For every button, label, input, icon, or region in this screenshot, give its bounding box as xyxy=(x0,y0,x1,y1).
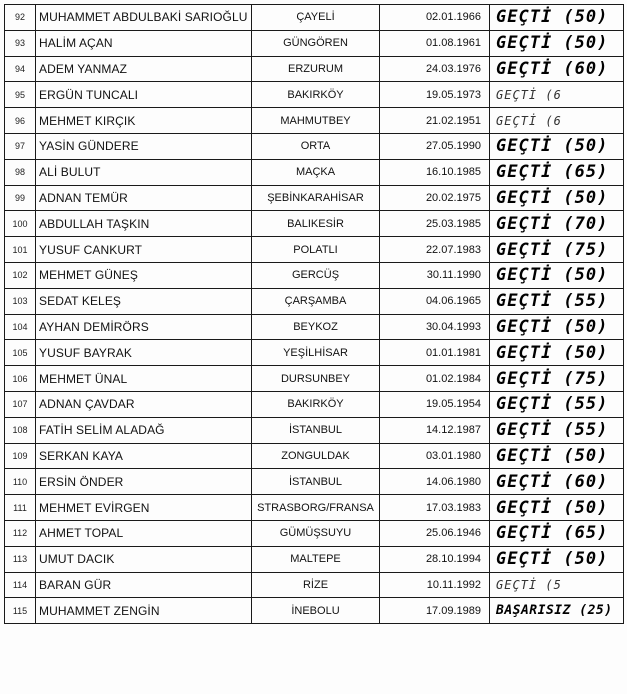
row-number-cell: 92 xyxy=(5,5,36,31)
row-number-cell: 115 xyxy=(5,598,36,624)
row-number-cell: 105 xyxy=(5,340,36,366)
result-cell: GEÇTİ (55) xyxy=(490,288,624,314)
date-cell: 02.01.1966 xyxy=(380,5,490,31)
place-cell: ZONGULDAK xyxy=(252,443,380,469)
place-cell: ORTA xyxy=(252,133,380,159)
result-cell: GEÇTİ (50) xyxy=(490,495,624,521)
table-row xyxy=(5,30,624,56)
row-number-cell: 107 xyxy=(5,391,36,417)
place-cell: BALIKESİR xyxy=(252,211,380,237)
name-cell: AYHAN DEMİRÖRS xyxy=(36,314,252,340)
result-cell: GEÇTİ (50) xyxy=(490,133,624,159)
table-row xyxy=(5,546,624,572)
place-cell: GÜNGÖREN xyxy=(252,30,380,56)
row-number-cell: 109 xyxy=(5,443,36,469)
name-cell: MUHAMMET ZENGİN xyxy=(36,598,252,624)
row-number-cell: 110 xyxy=(5,469,36,495)
row-number-cell: 101 xyxy=(5,237,36,263)
name-cell: MEHMET GÜNEŞ xyxy=(36,262,252,288)
name-cell: YUSUF BAYRAK xyxy=(36,340,252,366)
result-cell: GEÇTİ (50) xyxy=(490,340,624,366)
place-cell: GÜMÜŞSUYU xyxy=(252,520,380,546)
table-row xyxy=(5,211,624,237)
result-cell: GEÇTİ (70) xyxy=(490,211,624,237)
table-row xyxy=(5,185,624,211)
date-cell: 14.12.1987 xyxy=(380,417,490,443)
name-cell: MEHMET EVİRGEN xyxy=(36,495,252,521)
result-cell: GEÇTİ (5 xyxy=(490,572,624,598)
row-number-cell: 94 xyxy=(5,56,36,82)
table-row xyxy=(5,5,624,31)
name-cell: HALİM AÇAN xyxy=(36,30,252,56)
table-row xyxy=(5,495,624,521)
date-cell: 19.05.1954 xyxy=(380,391,490,417)
table-row xyxy=(5,314,624,340)
date-cell: 27.05.1990 xyxy=(380,133,490,159)
result-cell: GEÇTİ (50) xyxy=(490,443,624,469)
date-cell: 28.10.1994 xyxy=(380,546,490,572)
date-cell: 04.06.1965 xyxy=(380,288,490,314)
date-cell: 16.10.1985 xyxy=(380,159,490,185)
row-number-cell: 102 xyxy=(5,262,36,288)
result-cell: GEÇTİ (55) xyxy=(490,391,624,417)
table-row xyxy=(5,572,624,598)
date-cell: 30.11.1990 xyxy=(380,262,490,288)
place-cell: BEYKOZ xyxy=(252,314,380,340)
result-cell: GEÇTİ (50) xyxy=(490,262,624,288)
date-cell: 19.05.1973 xyxy=(380,82,490,108)
row-number-cell: 108 xyxy=(5,417,36,443)
date-cell: 30.04.1993 xyxy=(380,314,490,340)
place-cell: ŞEBİNKARAHİSAR xyxy=(252,185,380,211)
table-row xyxy=(5,417,624,443)
result-cell: GEÇTİ (55) xyxy=(490,417,624,443)
place-cell: YEŞİLHİSAR xyxy=(252,340,380,366)
place-cell: ERZURUM xyxy=(252,56,380,82)
name-cell: YASİN GÜNDERE xyxy=(36,133,252,159)
row-number-cell: 106 xyxy=(5,366,36,392)
date-cell: 01.01.1981 xyxy=(380,340,490,366)
name-cell: ADNAN TEMÜR xyxy=(36,185,252,211)
result-cell: GEÇTİ (50) xyxy=(490,314,624,340)
name-cell: YUSUF CANKURT xyxy=(36,237,252,263)
place-cell: BAKIRKÖY xyxy=(252,391,380,417)
name-cell: ABDULLAH TAŞKIN xyxy=(36,211,252,237)
results-table-body xyxy=(5,5,624,624)
table-row xyxy=(5,108,624,134)
row-number-cell: 93 xyxy=(5,30,36,56)
row-number-cell: 104 xyxy=(5,314,36,340)
place-cell: İSTANBUL xyxy=(252,469,380,495)
result-cell: GEÇTİ (6 xyxy=(490,82,624,108)
name-cell: FATİH SELİM ALADAĞ xyxy=(36,417,252,443)
result-cell: GEÇTİ (50) xyxy=(490,5,624,31)
name-cell: MEHMET KIRÇIK xyxy=(36,108,252,134)
place-cell: GERCÜŞ xyxy=(252,262,380,288)
place-cell: İNEBOLU xyxy=(252,598,380,624)
table-row xyxy=(5,340,624,366)
date-cell: 24.03.1976 xyxy=(380,56,490,82)
table-row xyxy=(5,82,624,108)
result-cell: BAŞARISIZ (25) xyxy=(490,598,624,624)
result-cell: GEÇTİ (65) xyxy=(490,159,624,185)
name-cell: ADNAN ÇAVDAR xyxy=(36,391,252,417)
date-cell: 03.01.1980 xyxy=(380,443,490,469)
table-row xyxy=(5,366,624,392)
name-cell: ERGÜN TUNCALI xyxy=(36,82,252,108)
table-row xyxy=(5,443,624,469)
date-cell: 17.09.1989 xyxy=(380,598,490,624)
table-row xyxy=(5,133,624,159)
date-cell: 22.07.1983 xyxy=(380,237,490,263)
row-number-cell: 100 xyxy=(5,211,36,237)
date-cell: 01.02.1984 xyxy=(380,366,490,392)
table-row xyxy=(5,391,624,417)
name-cell: ALİ BULUT xyxy=(36,159,252,185)
result-cell: GEÇTİ (50) xyxy=(490,30,624,56)
name-cell: SEDAT KELEŞ xyxy=(36,288,252,314)
table-row xyxy=(5,159,624,185)
result-cell: GEÇTİ (50) xyxy=(490,185,624,211)
place-cell: İSTANBUL xyxy=(252,417,380,443)
row-number-cell: 112 xyxy=(5,520,36,546)
row-number-cell: 111 xyxy=(5,495,36,521)
name-cell: UMUT DACIK xyxy=(36,546,252,572)
result-cell: GEÇTİ (6 xyxy=(490,108,624,134)
result-cell: GEÇTİ (75) xyxy=(490,237,624,263)
place-cell: ÇAYELİ xyxy=(252,5,380,31)
row-number-cell: 95 xyxy=(5,82,36,108)
results-table xyxy=(4,4,624,624)
place-cell: ÇARŞAMBA xyxy=(252,288,380,314)
date-cell: 17.03.1983 xyxy=(380,495,490,521)
result-cell: GEÇTİ (75) xyxy=(490,366,624,392)
result-cell: GEÇTİ (60) xyxy=(490,56,624,82)
place-cell: RİZE xyxy=(252,572,380,598)
date-cell: 10.11.1992 xyxy=(380,572,490,598)
name-cell: SERKAN KAYA xyxy=(36,443,252,469)
row-number-cell: 113 xyxy=(5,546,36,572)
date-cell: 25.03.1985 xyxy=(380,211,490,237)
table-row xyxy=(5,262,624,288)
date-cell: 20.02.1975 xyxy=(380,185,490,211)
date-cell: 21.02.1951 xyxy=(380,108,490,134)
place-cell: MALTEPE xyxy=(252,546,380,572)
row-number-cell: 96 xyxy=(5,108,36,134)
date-cell: 01.08.1961 xyxy=(380,30,490,56)
name-cell: BARAN GÜR xyxy=(36,572,252,598)
date-cell: 25.06.1946 xyxy=(380,520,490,546)
table-row xyxy=(5,56,624,82)
place-cell: STRASBORG/FRANSA xyxy=(252,495,380,521)
row-number-cell: 114 xyxy=(5,572,36,598)
table-row xyxy=(5,237,624,263)
result-cell: GEÇTİ (65) xyxy=(490,520,624,546)
place-cell: MAHMUTBEY xyxy=(252,108,380,134)
name-cell: ERSİN ÖNDER xyxy=(36,469,252,495)
result-cell: GEÇTİ (60) xyxy=(490,469,624,495)
row-number-cell: 97 xyxy=(5,133,36,159)
row-number-cell: 98 xyxy=(5,159,36,185)
result-cell: GEÇTİ (50) xyxy=(490,546,624,572)
name-cell: ADEM YANMAZ xyxy=(36,56,252,82)
place-cell: POLATLI xyxy=(252,237,380,263)
place-cell: BAKIRKÖY xyxy=(252,82,380,108)
table-row xyxy=(5,520,624,546)
name-cell: AHMET TOPAL xyxy=(36,520,252,546)
table-row xyxy=(5,598,624,624)
place-cell: DURSUNBEY xyxy=(252,366,380,392)
place-cell: MAÇKA xyxy=(252,159,380,185)
row-number-cell: 99 xyxy=(5,185,36,211)
date-cell: 14.06.1980 xyxy=(380,469,490,495)
table-row xyxy=(5,288,624,314)
name-cell: MUHAMMET ABDULBAKİ SARIOĞLU xyxy=(36,5,252,31)
name-cell: MEHMET ÜNAL xyxy=(36,366,252,392)
table-row xyxy=(5,469,624,495)
row-number-cell: 103 xyxy=(5,288,36,314)
